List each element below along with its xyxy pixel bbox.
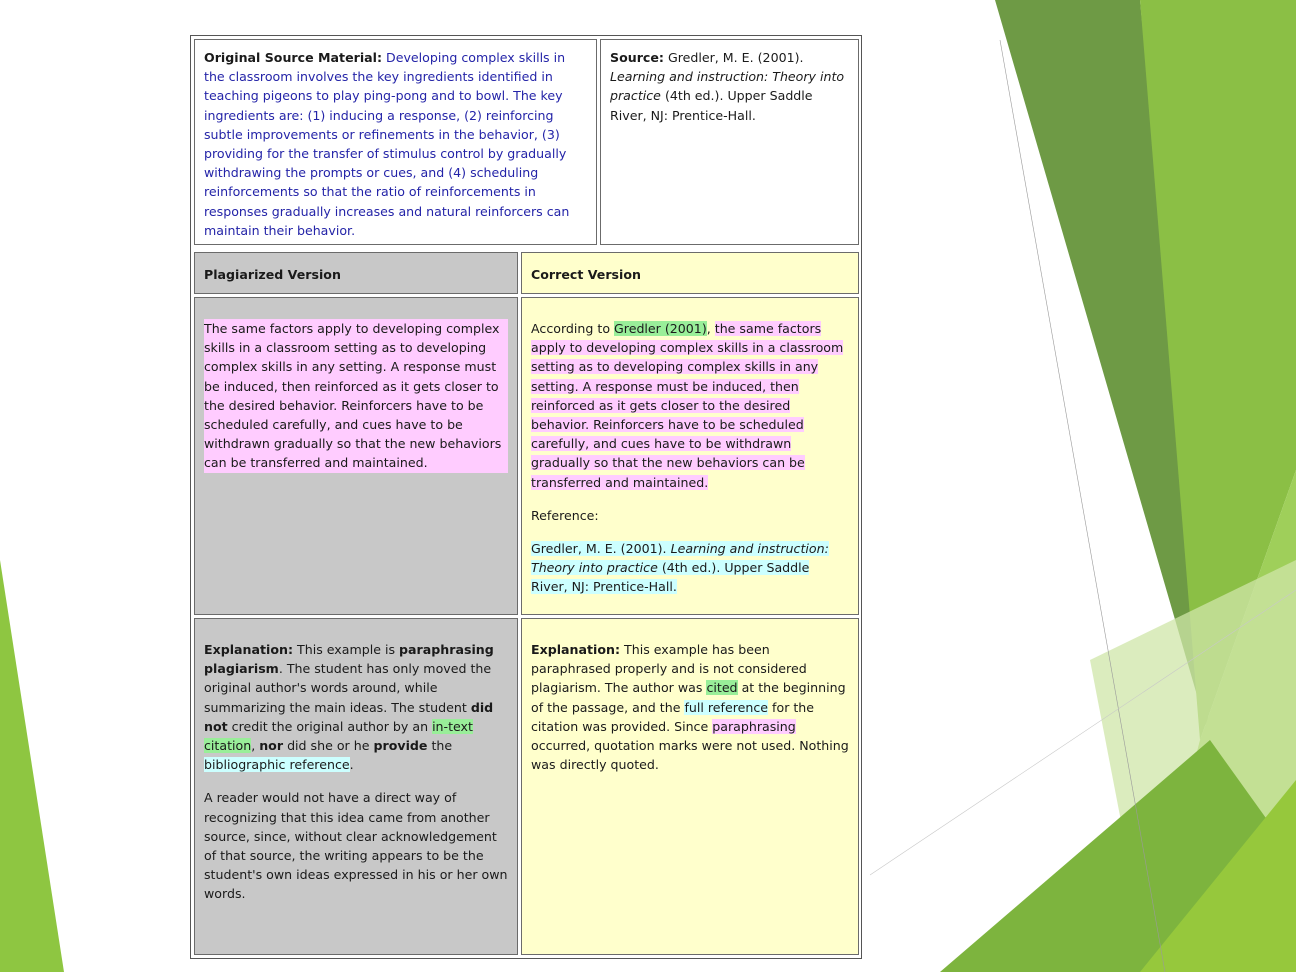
source-citation-cell <box>600 39 859 245</box>
explanation-text: for the citation was provided. Since <box>531 699 815 734</box>
explanation-bold: provide <box>373 738 428 754</box>
source-publisher: (4th ed.). Upper Saddle River, NJ: Prentice-Hall. <box>610 88 813 123</box>
explanation-text: credit the original author by an <box>227 718 433 734</box>
correct-explanation-cell <box>521 618 859 955</box>
source-label: Source: <box>610 50 664 65</box>
correct-paragraph <box>531 319 849 492</box>
correct-lead: According to <box>531 321 615 336</box>
plagiarized-header <box>194 252 518 294</box>
in-text-citation: Gredler (2001) <box>614 321 707 336</box>
explanation-text: occurred, quotation marks were not used. Nothing was directly quoted. <box>531 738 849 773</box>
correct-header-label: Correct Version <box>531 267 641 282</box>
explanation-text: . <box>349 757 354 773</box>
source-title: Learning and instruction: Theory into practice <box>610 69 845 104</box>
explanation-text: , <box>251 738 260 754</box>
reference-label: Reference: <box>531 507 599 523</box>
paraphrased-text: the same factors apply to developing complex skills in a classroom setting as to developing complex skills in any setting. A response must be induced, then reinforced as it gets closer to the desired behavior. Reinforcers have to be scheduled carefully, and cues have to be withdrawn gradually so that the new behaviors can be transferred and maintained. <box>531 321 844 490</box>
reference-title: Learning and instruction: Theory into practice <box>531 541 829 576</box>
highlight-in-text-citation: in-text citation <box>204 718 473 754</box>
explanation-text: the <box>427 738 453 754</box>
correct-comma: , <box>706 321 715 336</box>
explanation-text: This example is <box>293 642 400 657</box>
highlight-paraphrasing: paraphrasing <box>712 718 796 734</box>
reference-publisher: (4th ed.). Upper Saddle River, NJ: Prentice-Hall. <box>531 560 810 595</box>
reference-entry <box>531 539 849 597</box>
correct-version-cell <box>521 297 859 615</box>
explanation-text: did she or he <box>283 738 374 754</box>
plagiarized-version-cell <box>194 297 518 615</box>
correct-explanation <box>531 640 849 774</box>
explanation-text: . The student has only moved the original author's words around, while summarizing the main ideas. The student <box>204 661 492 715</box>
explanation-label: Explanation: <box>531 642 621 657</box>
explanation-label: Explanation: <box>204 642 294 657</box>
correct-header <box>521 252 859 294</box>
explanation-bold: nor <box>259 738 284 754</box>
plagiarized-text: The same factors apply to developing complex skills in a classroom setting as to developing complex skills in any setting. A response must be induced, then reinforced as it gets closer to the desired behavior. Reinforcers have to be scheduled carefully, and cues have to be withdrawn gradually so that the new behaviors can be transferred and maintained. <box>204 319 508 473</box>
highlight-full-reference: full reference <box>684 699 769 715</box>
highlight-cited: cited <box>706 680 738 696</box>
left-green-sliver <box>0 560 64 972</box>
original-source-text: Developing complex skills in the classroom involves the key ingredients identified in teaching pigeons to play ping-pong and to bowl. The key ingredients are: (1) inducing a response, (2) reinforcing subtle improvements or refinements in the behavior, (3) providing for the transfer of stimulus control by gradually withdrawing the prompts or cues, and (4) scheduling reinforcements so that the ratio of reinforcements in responses gradually increases and natural reinforcers can maintain their behavior. <box>204 50 570 238</box>
plagiarized-explanation-cell <box>194 618 518 955</box>
reference-author: Gredler, M. E. (2001). <box>531 541 671 557</box>
highlight-bibliographic-reference: bibliographic reference <box>204 757 350 773</box>
source-author: Gredler, M. E. (2001). <box>667 50 804 65</box>
original-source-cell <box>194 39 597 245</box>
plagiarism-example-table <box>190 35 862 959</box>
explanation-bold: did not <box>204 699 494 734</box>
explanation-bold: paraphrasing plagiarism <box>204 642 494 677</box>
plagiarized-header-label: Plagiarized Version <box>204 267 341 282</box>
original-source-label: Original Source Material: <box>204 50 382 65</box>
plagiarized-explanation <box>204 640 508 774</box>
explanation-text: This example has been paraphrased properly and is not considered plagiarism. The author was <box>531 642 807 696</box>
plagiarized-explanation-para2: A reader would not have a direct way of recognizing that this idea came from another source, since, without clear acknowledgement of that source, the writing appears to be the student's own ideas expressed in his or her own words. <box>204 790 508 902</box>
explanation-text: at the beginning of the passage, and the <box>531 680 846 715</box>
